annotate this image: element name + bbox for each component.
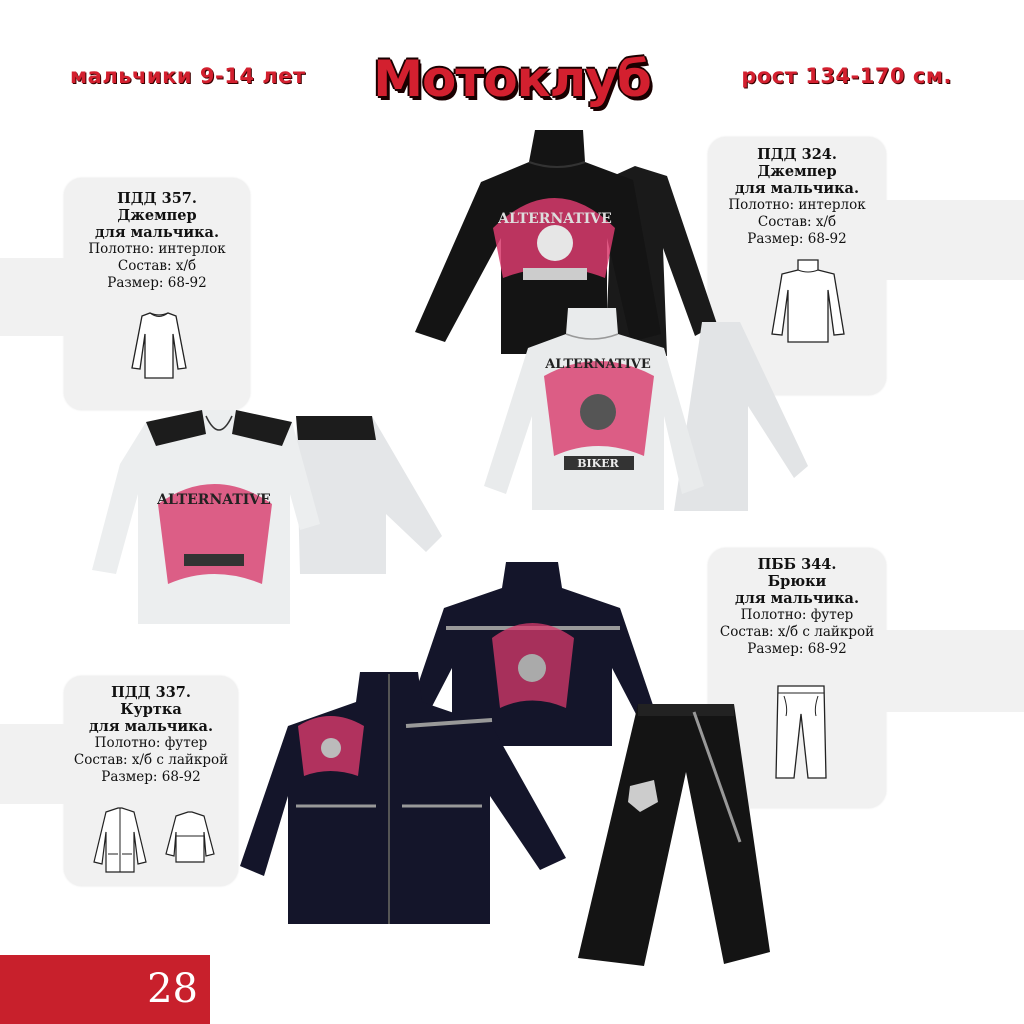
product-fabric: Полотно: футер — [94, 735, 208, 751]
product-target: для мальчика. — [89, 718, 213, 735]
product-size: Размер: 68-92 — [107, 275, 207, 291]
product-target: для мальчика. — [735, 180, 859, 197]
age-label: мальчики 9-14 лет — [70, 64, 306, 88]
biker-print-icon — [156, 484, 272, 584]
jumper-sketch-icon — [128, 310, 190, 382]
print-text: ALTERNATIVE — [498, 211, 612, 227]
product-target: для мальчика. — [735, 590, 859, 607]
product-code: ПББ 344. — [757, 556, 837, 573]
height-label: рост 134-170 см. — [741, 64, 952, 88]
product-composition: Состав: х/б — [757, 214, 837, 230]
product-fabric: Полотно: интерлок — [728, 197, 866, 213]
product-size: Размер: 68-92 — [101, 769, 201, 785]
product-info-pbb344 — [708, 556, 886, 658]
product-composition: Состав: х/б с лайкрой — [73, 752, 229, 768]
card-tab — [0, 724, 70, 804]
product-type: Джемпер — [117, 207, 197, 224]
card-tab — [880, 630, 1024, 712]
product-fabric: Полотно: футер — [740, 607, 854, 623]
product-code: ПДД 324. — [757, 146, 837, 163]
biker-print-icon — [493, 198, 615, 280]
product-composition: Состав: х/б с лайкрой — [719, 624, 875, 640]
biker-print-icon — [298, 716, 364, 776]
jacket-navy-front-image — [236, 666, 570, 928]
product-size: Размер: 68-92 — [747, 231, 847, 247]
print-text: ALTERNATIVE — [545, 357, 651, 372]
card-tab — [0, 258, 70, 336]
product-code: ПДД 357. — [117, 190, 197, 207]
print-text: ALTERNATIVE — [157, 492, 271, 508]
product-type: Брюки — [767, 573, 827, 590]
product-code: ПДД 337. — [111, 684, 191, 701]
product-type: Куртка — [120, 701, 182, 718]
product-type: Джемпер — [757, 163, 837, 180]
jumper-light-image — [86, 404, 448, 628]
product-info-pdd337 — [64, 684, 238, 786]
trousers-black-image — [574, 702, 774, 970]
product-fabric: Полотно: интерлок — [88, 241, 226, 257]
card-tab — [880, 200, 1024, 280]
product-info-pdd357 — [64, 190, 250, 292]
product-size: Размер: 68-92 — [747, 641, 847, 657]
product-target: для мальчика. — [95, 224, 219, 241]
turtleneck-light-image — [478, 306, 828, 516]
jacket-sketch-icon — [76, 806, 228, 876]
product-composition: Состав: х/б — [117, 258, 197, 274]
trousers-sketch-icon — [772, 684, 830, 782]
print-text: BIKER — [577, 457, 619, 470]
page-number: 28 — [0, 955, 210, 1024]
collection-title: Мотоклуб — [373, 50, 651, 108]
